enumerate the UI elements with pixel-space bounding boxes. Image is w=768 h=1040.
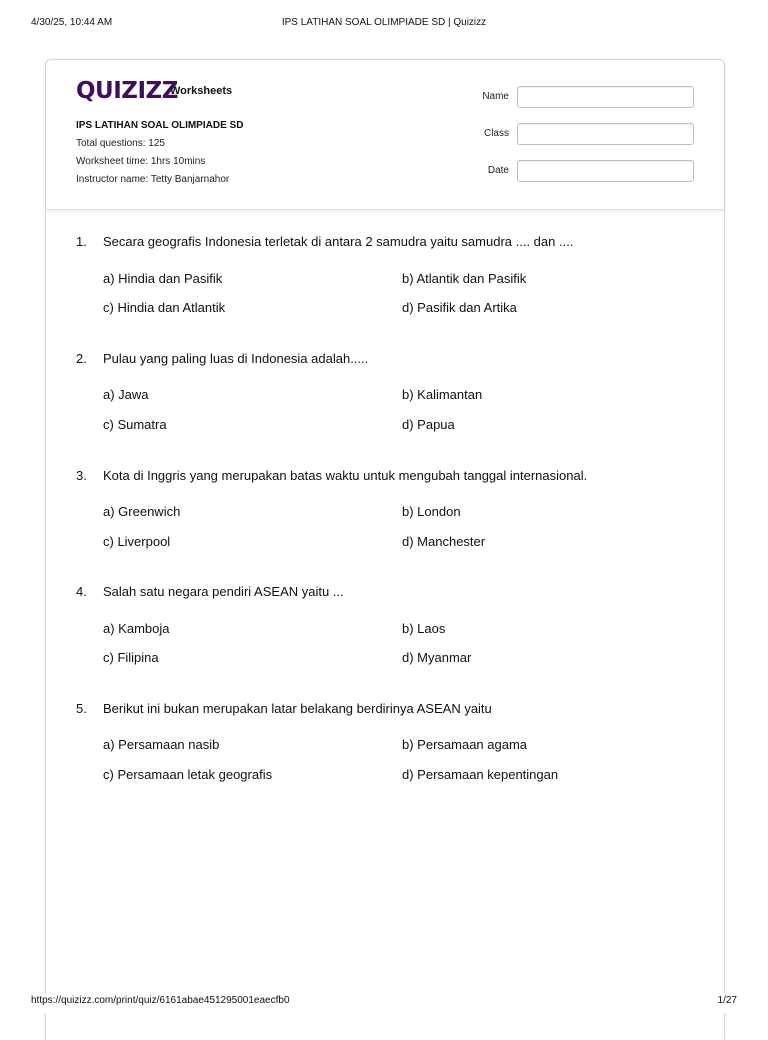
name-label: Name bbox=[482, 91, 509, 102]
option-d: d) Manchester bbox=[402, 534, 486, 549]
option-a: a) Jawa bbox=[103, 387, 149, 402]
total-questions: Total questions: 125 bbox=[76, 138, 165, 149]
question-text: Secara geografis Indonesia terletak di antara 2 samudra yaitu samudra .... dan .... bbox=[103, 234, 574, 249]
print-footer bbox=[0, 993, 768, 1013]
print-page-title: IPS LATIHAN SOAL OLIMPIADE SD | Quizizz bbox=[281, 17, 487, 28]
question-text: Berikut ini bukan merupakan latar belakang berdirinya ASEAN yaitu bbox=[103, 701, 492, 716]
question-text: Kota di Inggris yang merupakan batas waktu untuk mengubah tanggal internasional. bbox=[103, 468, 588, 483]
option-d: d) Myanmar bbox=[402, 650, 472, 665]
option-d: d) Papua bbox=[402, 417, 455, 432]
question-number: 3. bbox=[76, 468, 87, 483]
option-c: c) Filipina bbox=[103, 650, 159, 665]
question-number: 4. bbox=[76, 584, 87, 599]
option-b: b) Atlantik dan Pasifik bbox=[402, 271, 527, 286]
date-label: Date bbox=[487, 165, 509, 176]
worksheet-time: Worksheet time: 1hrs 10mins bbox=[76, 156, 206, 167]
option-b: b) Laos bbox=[402, 621, 446, 636]
print-header bbox=[0, 0, 768, 44]
option-d: d) Persamaan kepentingan bbox=[402, 767, 559, 782]
question-text: Salah satu negara pendiri ASEAN yaitu ... bbox=[103, 584, 344, 599]
worksheet-header bbox=[46, 60, 724, 210]
question-text: Pulau yang paling luas di Indonesia adalah..... bbox=[103, 351, 369, 366]
option-b: b) London bbox=[402, 504, 461, 519]
section-label: Worksheets bbox=[170, 85, 233, 97]
date-field[interactable] bbox=[517, 160, 694, 182]
class-label: Class bbox=[483, 128, 509, 139]
option-a: a) Hindia dan Pasifik bbox=[103, 271, 223, 286]
option-b: b) Kalimantan bbox=[402, 387, 483, 402]
option-a: a) Kamboja bbox=[103, 621, 170, 636]
option-c: c) Liverpool bbox=[103, 534, 171, 549]
option-c: c) Sumatra bbox=[103, 417, 167, 432]
option-b: b) Persamaan agama bbox=[402, 737, 528, 752]
name-field[interactable] bbox=[517, 86, 694, 108]
instructor-name: Instructor name: Tetty Banjarnahor bbox=[76, 174, 230, 185]
option-c: c) Hindia dan Atlantik bbox=[103, 300, 226, 315]
question-number: 5. bbox=[76, 701, 87, 716]
option-a: a) Persamaan nasib bbox=[103, 737, 220, 752]
page-url: https://quizizz.com/print/quiz/6161abae451295001eaecfb0 bbox=[31, 995, 290, 1006]
page-number: 1/27 bbox=[717, 995, 737, 1006]
question-number: 1. bbox=[76, 234, 87, 249]
option-d: d) Pasifik dan Artika bbox=[402, 300, 517, 315]
question-number: 2. bbox=[76, 351, 87, 366]
worksheet-title: IPS LATIHAN SOAL OLIMPIADE SD bbox=[76, 120, 244, 131]
worksheet-card bbox=[45, 59, 725, 1040]
quizizz-logo: QUIZIZZ bbox=[76, 78, 178, 104]
class-field[interactable] bbox=[517, 123, 694, 145]
option-c: c) Persamaan letak geografis bbox=[103, 767, 273, 782]
option-a: a) Greenwich bbox=[103, 504, 181, 519]
print-datetime: 4/30/25, 10:44 AM bbox=[31, 17, 113, 28]
